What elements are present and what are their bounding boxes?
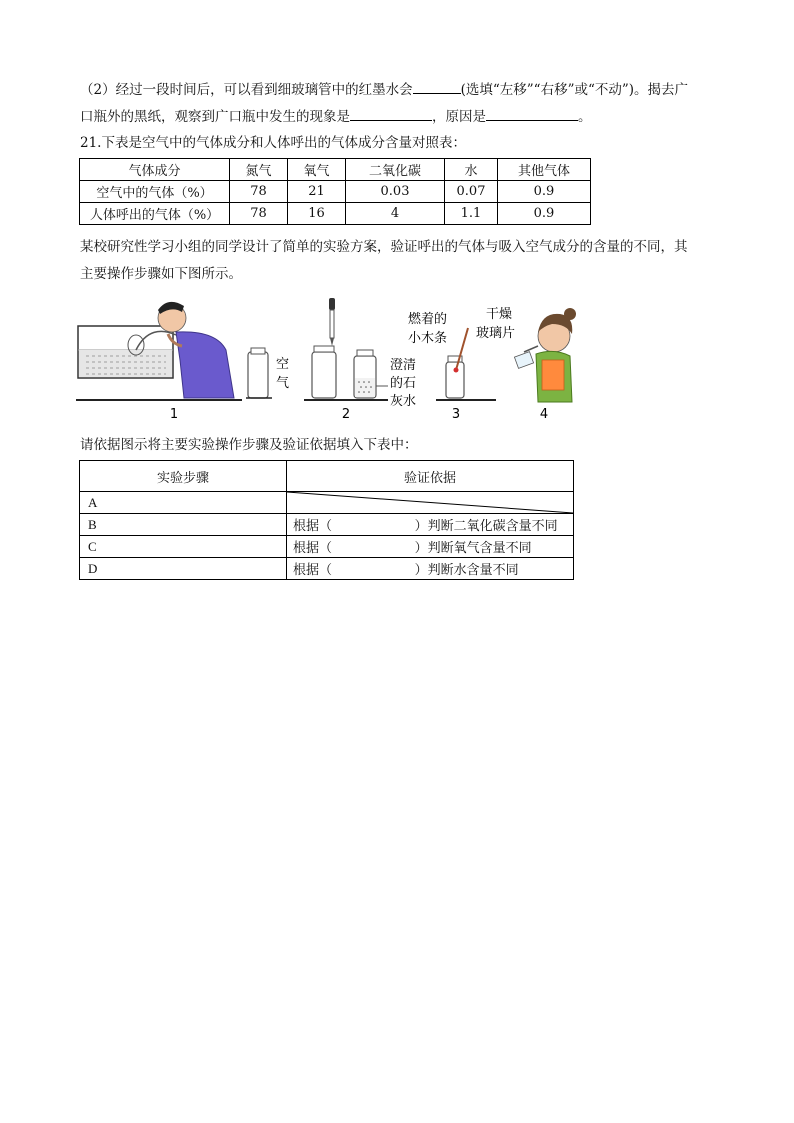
table-cell: 0.9 xyxy=(498,181,591,203)
table-cell: 0.07 xyxy=(445,181,498,203)
label-stick-2: 小木条 xyxy=(408,331,448,346)
table-header-cell: 验证依据 xyxy=(287,461,574,492)
table-cell-step[interactable]: C xyxy=(80,536,287,558)
table-header-cell: 氧气 xyxy=(288,159,346,181)
step-number-1: 1 xyxy=(169,407,179,420)
experiment-steps-table xyxy=(79,460,574,580)
q21-paragraph-line1: 某校研究性学习小组的同学设计了简单的实验方案，验证呼出的气体与吸入空气成分的含量的不同，其 xyxy=(80,239,688,255)
q2-text-2: (选填“左移”“右移”或“不动”)。揭去广 xyxy=(460,82,689,98)
step2-dropper xyxy=(329,298,335,346)
step2-bottle-left xyxy=(312,346,336,398)
table-row xyxy=(80,492,574,514)
experiment-illustration xyxy=(76,290,576,420)
label-air-1: 空 xyxy=(276,357,290,372)
table-cell-basis-diagonal xyxy=(287,492,574,514)
answer-blank-2[interactable] xyxy=(350,106,432,121)
label-limewater-2: 的石 xyxy=(390,376,417,391)
q21-paragraph-line2: 主要操作步骤如下图所示。 xyxy=(80,266,242,282)
label-air-2: 气 xyxy=(276,376,290,391)
table-cell: 人体呼出的气体（%） xyxy=(80,203,230,225)
table-cell-step[interactable]: D xyxy=(80,558,287,580)
table-header-row xyxy=(80,461,574,492)
step-number-3: 3 xyxy=(451,407,461,420)
table-cell: 16 xyxy=(288,203,346,225)
label-glass-1: 干燥 xyxy=(486,307,513,322)
step-number-4: 4 xyxy=(539,407,549,420)
table-cell: 78 xyxy=(230,181,288,203)
q2-text-3: 口瓶外的黑纸，观察到广口瓶中发生的现象是 xyxy=(80,109,350,125)
answer-blank-1[interactable] xyxy=(413,79,461,94)
table-header-cell: 二氧化碳 xyxy=(346,159,445,181)
table-cell-basis[interactable]: 根据（ ）判断氧气含量不同 xyxy=(287,536,574,558)
table-header-cell: 其他气体 xyxy=(498,159,591,181)
table-cell: 0.9 xyxy=(498,203,591,225)
label-stick-1: 燃着的 xyxy=(408,312,448,327)
table-cell: 1.1 xyxy=(445,203,498,225)
q2-text-5: 。 xyxy=(578,109,592,125)
step-number-2: 2 xyxy=(341,407,351,420)
gas-composition-table xyxy=(79,158,591,225)
step1-air-bottle xyxy=(246,348,272,398)
table-cell-basis[interactable]: 根据（ ）判断水含量不同 xyxy=(287,558,574,580)
label-glass-2: 玻璃片 xyxy=(476,326,516,341)
diagonal-line xyxy=(287,492,573,513)
experiment-figure xyxy=(76,290,576,420)
q21-instruction: 请依据图示将主要实验操作步骤及验证依据填入下表中： xyxy=(80,437,418,453)
table-row xyxy=(80,536,574,558)
answer-blank-3[interactable] xyxy=(486,106,578,121)
table-header-cell: 气体成分 xyxy=(80,159,230,181)
label-limewater-1: 澄清 xyxy=(390,358,417,373)
table-cell: 21 xyxy=(288,181,346,203)
table-cell: 78 xyxy=(230,203,288,225)
q2-line1 xyxy=(80,78,688,98)
step1-water-trough xyxy=(78,326,176,378)
table-header-cell: 氮气 xyxy=(230,159,288,181)
table-header-cell: 实验步骤 xyxy=(80,461,287,492)
label-limewater-3: 灰水 xyxy=(390,394,417,409)
table-cell-step[interactable]: A xyxy=(80,492,287,514)
table-header-cell: 水 xyxy=(445,159,498,181)
table-row xyxy=(80,181,591,203)
table-cell: 4 xyxy=(346,203,445,225)
table-row xyxy=(80,203,591,225)
table-row xyxy=(80,514,574,536)
q2-line2 xyxy=(80,105,592,125)
q2-text-4: ，原因是 xyxy=(432,109,486,125)
table-cell: 0.03 xyxy=(346,181,445,203)
table-cell-step[interactable]: B xyxy=(80,514,287,536)
table-header-row xyxy=(80,159,591,181)
step4-girl xyxy=(514,308,576,402)
table-cell: 空气中的气体（%） xyxy=(80,181,230,203)
q2-text-1: （2）经过一段时间后，可以看到细玻璃管中的红墨水会 xyxy=(80,82,413,98)
q21-title: 21.下表是空气中的气体成分和人体呼出的气体成分含量对照表： xyxy=(80,135,466,151)
step2-bottle-right xyxy=(354,350,388,398)
table-cell-basis[interactable]: 根据（ ）判断二氧化碳含量不同 xyxy=(287,514,574,536)
table-row xyxy=(80,558,574,580)
